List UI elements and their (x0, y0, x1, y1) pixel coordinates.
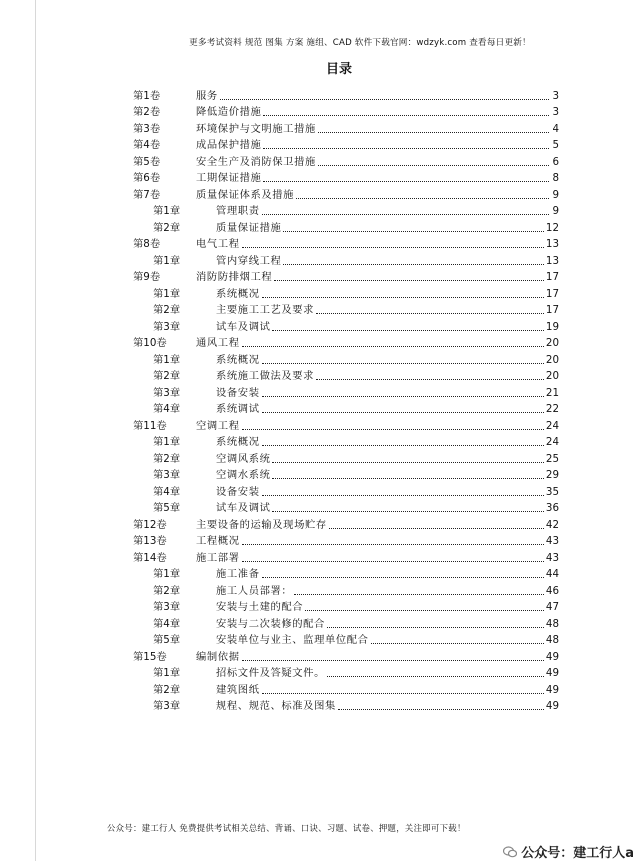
toc-entry[interactable] (133, 317, 559, 334)
toc-entry-page: 48 (545, 634, 559, 646)
toc-entry-page: 13 (545, 254, 559, 267)
wechat-icon (503, 846, 517, 858)
toc-entry-page: 5 (552, 139, 559, 151)
toc-entry-title: 招标文件及答疑文件。 (216, 667, 325, 679)
toc-entry[interactable] (133, 680, 559, 697)
toc-entry-number: 第10卷 (133, 337, 167, 349)
toc-entry-number: 第5章 (153, 502, 181, 514)
toc-entry-number: 第1章 (153, 254, 181, 267)
toc-leader-dots (272, 511, 543, 512)
toc-entry-number: 第5章 (153, 634, 181, 646)
toc-leader-dots (262, 363, 544, 364)
page-left-border (35, 0, 36, 861)
toc-entry[interactable] (133, 268, 559, 285)
toc-entry-title: 通风工程 (196, 337, 240, 349)
toc-entry[interactable] (133, 416, 559, 433)
toc-entry-number: 第13卷 (133, 535, 167, 547)
toc-entry[interactable] (133, 152, 559, 169)
toc-leader-dots (283, 264, 544, 265)
toc-leader-dots (371, 643, 544, 644)
toc-entry-page: 4 (552, 122, 559, 135)
toc-entry-title: 试车及调试 (216, 320, 271, 333)
toc-entry-number: 第2章 (153, 304, 181, 316)
toc-entry-number: 第2章 (153, 221, 181, 234)
toc-entry-number: 第2章 (153, 683, 181, 696)
toc-entry-page: 47 (545, 601, 559, 613)
toc-leader-dots (242, 346, 544, 347)
toc-entry-page: 22 (545, 403, 559, 415)
toc-leader-dots (338, 709, 544, 710)
toc-entry-title: 空调风系统 (216, 452, 271, 465)
toc-entry-number: 第15卷 (133, 650, 167, 663)
toc-entry-title: 安装与土建的配合 (216, 601, 304, 613)
toc-leader-dots (262, 445, 544, 446)
toc-entry-number: 第1章 (153, 205, 181, 217)
toc-entry-number: 第3章 (153, 700, 181, 712)
toc-entry[interactable] (133, 664, 559, 681)
toc-leader-dots (316, 379, 544, 380)
toc-entry[interactable] (133, 86, 559, 103)
toc-leader-dots (283, 231, 544, 232)
toc-entry-number: 第1章 (153, 436, 181, 448)
toc-leader-dots (242, 561, 544, 562)
toc-entry[interactable] (133, 565, 559, 582)
toc-entry-number: 第1章 (153, 287, 181, 300)
toc-entry-title: 质量保证体系及措施 (196, 188, 295, 201)
toc-entry-page: 9 (552, 205, 559, 217)
toc-entry-title: 消防防排烟工程 (196, 271, 273, 283)
toc-entry-title: 安装单位与业主、监理单位配合 (216, 634, 369, 646)
toc-entry[interactable] (133, 218, 559, 235)
toc-entry-title: 规程、规范、标准及图集 (216, 700, 336, 712)
toc-entry-number: 第3章 (153, 601, 181, 613)
toc-entry[interactable] (133, 449, 559, 466)
toc-entry-page: 49 (545, 650, 559, 663)
toc-entry-number: 第3章 (153, 469, 181, 481)
toc-entry[interactable] (133, 532, 559, 549)
toc-entry-title: 空调水系统 (216, 469, 271, 481)
toc-leader-dots (262, 577, 544, 578)
toc-entry-title: 建筑图纸 (216, 683, 260, 696)
toc-leader-dots (272, 462, 543, 463)
toc-entry-page: 43 (545, 551, 559, 564)
toc-entry[interactable] (133, 581, 559, 598)
toc-entry-number: 第7卷 (133, 188, 161, 201)
toc-entry[interactable] (133, 631, 559, 648)
toc-leader-dots (327, 627, 544, 628)
toc-entry-number: 第4章 (153, 403, 181, 415)
toc-entry-title: 设备安装 (216, 485, 260, 498)
toc-entry[interactable] (133, 697, 559, 714)
toc-entry-title: 工程概况 (196, 535, 240, 547)
toc-entry-page: 12 (545, 221, 559, 234)
toc-leader-dots (294, 594, 544, 595)
toc-entry-title: 主要设备的运输及现场贮存 (196, 518, 327, 531)
toc-entry-page: 17 (545, 304, 559, 316)
toc-entry[interactable] (133, 235, 559, 252)
toc-entry-page: 17 (545, 271, 559, 283)
toc-entry[interactable] (133, 515, 559, 532)
toc-entry-page: 13 (545, 238, 559, 250)
toc-entry-page: 3 (552, 89, 559, 102)
toc-entry-title: 设备安装 (216, 386, 260, 399)
toc-entry-title: 系统调试 (216, 403, 260, 415)
toc-entry-number: 第4章 (153, 617, 181, 630)
toc-entry-number: 第3卷 (133, 122, 161, 135)
toc-entry-page: 29 (545, 469, 559, 481)
toc-entry[interactable] (133, 350, 559, 367)
toc-entry-page: 35 (545, 485, 559, 498)
toc-entry[interactable] (133, 614, 559, 631)
toc-entry-number: 第11卷 (133, 419, 167, 432)
toc-entry-page: 43 (545, 535, 559, 547)
toc-entry-page: 19 (545, 320, 559, 333)
toc-entry-page: 20 (545, 370, 559, 382)
toc-entry[interactable] (133, 202, 559, 219)
toc-entry-page: 24 (545, 436, 559, 448)
toc-entry-number: 第2章 (153, 370, 181, 382)
toc-entry-number: 第14卷 (133, 551, 167, 564)
toc-entry-page: 44 (545, 568, 559, 580)
toc-leader-dots (220, 99, 549, 100)
toc-entry-number: 第12卷 (133, 518, 167, 531)
toc-leader-dots (272, 478, 543, 479)
toc-entry-number: 第2章 (153, 452, 181, 465)
header-note: 更多考试资料 规范 图集 方案 施组、CAD 软件下载官网：wdzyk.com 查看每日更新！ (189, 38, 531, 48)
toc-entry[interactable] (133, 647, 559, 664)
toc-leader-dots (242, 544, 544, 545)
toc-entry-number: 第1章 (153, 667, 181, 679)
toc-leader-dots (262, 495, 544, 496)
toc-entry-page: 42 (545, 518, 559, 531)
toc-entry-page: 25 (545, 452, 559, 465)
watermark-text: 公众号：建工行人a (521, 846, 634, 861)
toc-entry[interactable] (133, 169, 559, 186)
toc-entry-title: 空调工程 (196, 419, 240, 432)
toc-entry-page: 17 (545, 287, 559, 300)
toc-entry-page: 49 (545, 667, 559, 679)
toc-entry-page: 36 (545, 502, 559, 514)
toc-entry-number: 第2卷 (133, 106, 161, 118)
toc-leader-dots (305, 610, 544, 611)
toc-entry-page: 3 (552, 106, 559, 118)
toc-entry[interactable] (133, 433, 559, 450)
toc-leader-dots (262, 214, 549, 215)
toc-entry-title: 系统概况 (216, 353, 260, 366)
toc-entry-page: 24 (545, 419, 559, 432)
toc-entry-number: 第1章 (153, 353, 181, 366)
toc-entry-title: 工期保证措施 (196, 172, 262, 184)
toc-entry-title: 施工部署 (196, 551, 240, 564)
toc-entry-title: 施工人员部署： (216, 584, 293, 597)
toc-entry-number: 第9卷 (133, 271, 161, 283)
toc-entry-title: 编制依据 (196, 650, 240, 663)
toc-leader-dots (262, 297, 544, 298)
toc-entry-title: 系统概况 (216, 287, 260, 300)
toc-leader-dots (263, 181, 549, 182)
toc-leader-dots (242, 247, 544, 248)
toc-leader-dots (242, 429, 544, 430)
toc-entry-title: 安全生产及消防保卫措施 (196, 155, 316, 168)
toc-entry-title: 管内穿线工程 (216, 254, 282, 267)
toc-entry-title: 试车及调试 (216, 502, 271, 514)
toc-entry-page: 21 (545, 386, 559, 399)
toc-leader-dots (262, 412, 544, 413)
toc-entry-title: 系统概况 (216, 436, 260, 448)
toc-entry[interactable] (133, 466, 559, 483)
toc-entry-number: 第2章 (153, 584, 181, 597)
toc-entry[interactable] (133, 119, 559, 136)
toc-leader-dots (263, 115, 549, 116)
toc-entry-page: 6 (552, 155, 559, 168)
toc-entry-page: 9 (552, 188, 559, 201)
toc-entry[interactable] (133, 383, 559, 400)
toc-entry-number: 第4卷 (133, 139, 161, 151)
toc-entry-page: 49 (545, 683, 559, 696)
toc-leader-dots (242, 660, 544, 661)
toc-entry-number: 第5卷 (133, 155, 161, 168)
toc-leader-dots (316, 313, 544, 314)
toc-entry-number: 第1章 (153, 568, 181, 580)
toc-entry-title: 降低造价措施 (196, 106, 262, 118)
toc-entry[interactable] (133, 251, 559, 268)
toc-entry-title: 主要施工工艺及要求 (216, 304, 315, 316)
toc-entry-page: 49 (545, 700, 559, 712)
toc-leader-dots (329, 528, 544, 529)
toc-entry-number: 第4章 (153, 485, 181, 498)
toc-entry-number: 第1卷 (133, 89, 161, 102)
toc-entry[interactable] (133, 367, 559, 384)
toc-entry-page: 48 (545, 617, 559, 630)
toc-entry-page: 20 (545, 353, 559, 366)
watermark (503, 842, 634, 861)
toc-entry-title: 服务 (196, 89, 218, 102)
toc-entry[interactable] (133, 598, 559, 615)
toc-leader-dots (318, 165, 549, 166)
toc-entry-title: 质量保证措施 (216, 221, 282, 234)
toc-entry-title: 成品保护措施 (196, 139, 262, 151)
toc-entry[interactable] (133, 482, 559, 499)
toc-entry[interactable] (133, 284, 559, 301)
toc-entry-title: 管理职责 (216, 205, 260, 217)
toc-entry-title: 施工准备 (216, 568, 260, 580)
toc-leader-dots (262, 396, 544, 397)
toc-entry-page: 8 (552, 172, 559, 184)
toc-leader-dots (262, 693, 544, 694)
toc-entry-title: 环境保护与文明施工措施 (196, 122, 316, 135)
toc-entry[interactable] (133, 185, 559, 202)
toc-entry[interactable] (133, 136, 559, 153)
toc-entry[interactable] (133, 548, 559, 565)
toc-entry-page: 46 (545, 584, 559, 597)
footer-note: 公众号：建工行人 免费提供考试相关总结、背诵、口诀、习题、试卷、押题，关注即可下载！ (107, 823, 466, 833)
toc-entry-page: 20 (545, 337, 559, 349)
toc-leader-dots (296, 198, 549, 199)
toc-entry-number: 第3章 (153, 320, 181, 333)
toc-entry-title: 系统施工做法及要求 (216, 370, 315, 382)
toc-entry[interactable] (133, 301, 559, 318)
toc-entry-number: 第3章 (153, 386, 181, 399)
toc-entry-number: 第8卷 (133, 238, 161, 250)
toc-leader-dots (274, 280, 544, 281)
toc-entry-title: 安装与二次装修的配合 (216, 617, 325, 630)
toc-entry[interactable] (133, 103, 559, 120)
toc-entry[interactable] (133, 400, 559, 417)
toc-leader-dots (318, 132, 549, 133)
toc-entry[interactable] (133, 499, 559, 516)
toc-entry-number: 第6卷 (133, 172, 161, 184)
toc-leader-dots (272, 330, 543, 331)
page-title: 目录 (325, 62, 352, 77)
toc-entry[interactable] (133, 334, 559, 351)
toc-leader-dots (327, 676, 544, 677)
toc-leader-dots (263, 148, 549, 149)
table-of-contents (133, 86, 559, 713)
toc-entry-title: 电气工程 (196, 238, 240, 250)
